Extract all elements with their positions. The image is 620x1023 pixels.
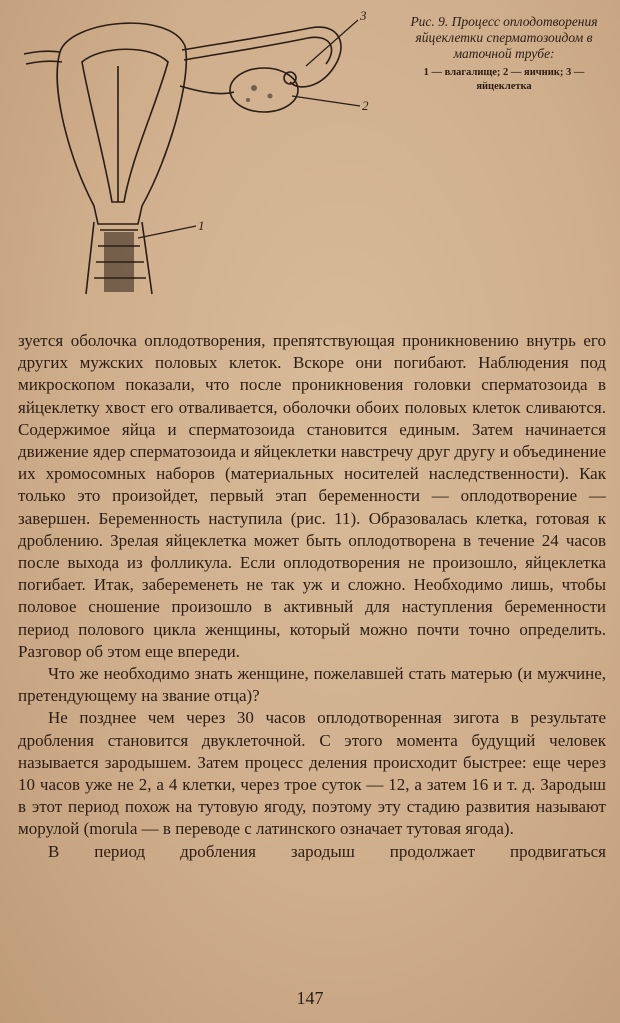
figure-caption [404, 14, 604, 94]
figure-label-3: 3 [360, 8, 367, 23]
figure-label-1: 1 [198, 218, 205, 233]
paragraph-4: В период дробления зародыш продолжает продвигаться [48, 841, 606, 861]
body-text [18, 330, 606, 863]
page-number: 147 [296, 988, 324, 1008]
paragraph-2: Что же необходимо знать женщине, пожелавшей стать матерью (и мужчине, претендующему на звание отца)? [18, 664, 606, 706]
caption-legend: 1 — влагалище; 2 — яичник; 3 — яйцеклетка [423, 67, 585, 92]
uterus-illustration [20, 6, 380, 298]
paragraph-1: зуется оболочка оплодотворения, препятствующая проникновению внутрь его других мужских половых клеток. Вскоре они погибают. Наблюдения под микроскопом показали, что после проникновения головки сперматозоида в яйцеклетку хвост его отваливается, оболочки обоих половых клеток сливаются. Содержимое яйца и сперматозоида становится единым. Затем начинается движение ядер сперматозоида и яйцеклетки навстречу друг другу и объединение их хромосомных наборов (материальных носителей наследственности). Как только это произойдет, первый этап беременности — оплодотворение — завершен. Беременность наступила (рис. 11). Образовалась клетка, готовая к дроблению. Зрелая яйцеклетка может быть оплодотворена в течение 24 часов после выхода из фолликула. Если оплодотворения не произошло, яйцеклетка погибает. Итак, забеременеть не так уж и сложно. Необходимо лишь, чтобы половое сношение произошло в активный для наступления беременности период полового цикла женщины, который можно почти точно определить. Разговор об этом еще впереди. [18, 331, 606, 661]
paragraph-3: Не позднее чем через 30 часов оплодотворенная зигота в результате дробления становится двуклеточной. С этого момента будущий человек называется зародышем. Затем процесс деления происходит быстрее: еще через 10 часов уже не 2, а 4 клетки, через трое суток — 12, а затем 16 и т. д. Зародыш в этот период похож на тутовую ягоду, поэтому эту стадию развития называют морулой (morula — в переводе с латинского означает тутовая ягода). [18, 708, 606, 839]
caption-title: Рис. 9. Процесс оплодотворения яйцеклетки сперматозоидом в маточной трубе: [410, 14, 598, 61]
figure-label-2: 2 [362, 98, 369, 113]
